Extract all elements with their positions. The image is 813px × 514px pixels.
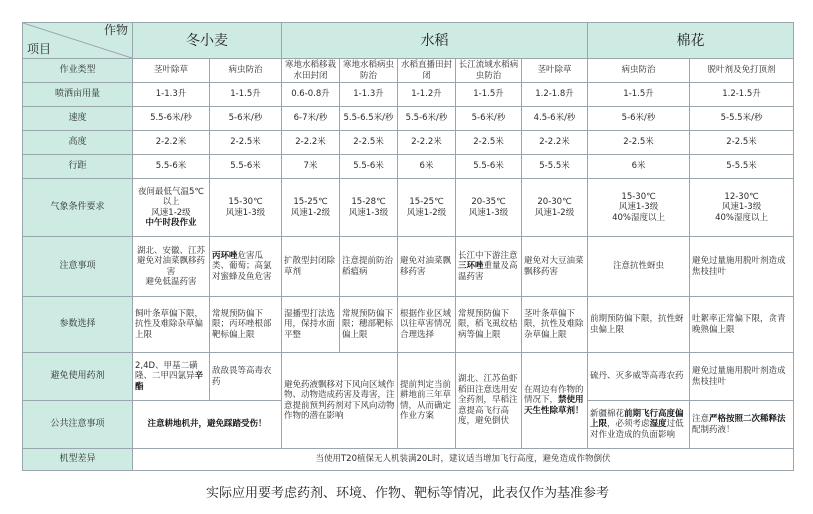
cell: 15-25℃ 风速1-2级 [282,179,340,237]
cell: 7米 [282,155,340,179]
cell: 茎叶除草 [522,59,588,83]
cell: 扩散型封闭除草剂 [282,237,340,297]
cell: 0.6-0.8升 [282,83,340,107]
cell: 2-2.2米 [398,131,456,155]
cell: 5-6米/秒 [456,107,522,131]
row-spacing [23,155,794,179]
cell: 6米 [398,155,456,179]
cell: 常规预防偏下限，稻飞虱纹枯病等偏上限 [456,297,522,353]
header-row [23,23,794,59]
row-label-spacing: 行距 [23,155,133,179]
cell: 2,4D、甲基二磺隆、二甲四氯异辛酯 [133,353,210,401]
cell: 病虫防治 [210,59,282,83]
cell: 常规预防偏下限；丙环唑根部靶标偏上限 [210,297,282,353]
cell: 2-2.5米 [690,131,794,155]
cell: 5-5.5米 [522,155,588,179]
crop-header-rice: 水稻 [282,23,588,59]
row-speed [23,107,794,131]
cell: 15-25℃ 风速1-2级 [398,179,456,237]
cell: 注意提前防治稻瘟病 [340,237,398,297]
cell: 15-28℃ 风速1-3级 [340,179,398,237]
row-label-height: 高度 [23,131,133,155]
row-label-model: 机型差异 [23,449,133,471]
row-dosage [23,83,794,107]
row-label-operation: 作业类型 [23,59,133,83]
cell: 注意耕地机井，避免踩踏受伤！ [133,401,282,449]
cell: 5.5-6米/秒 [133,107,210,131]
cell: 1-1.5升 [210,83,282,107]
corner-item-label: 项目 [27,42,52,56]
cell: 5.5-6米 [210,155,282,179]
spray-parameter-table [22,22,793,471]
row-params [23,297,794,353]
cell: 5-5.5米/秒 [690,107,794,131]
cell: 避免对油菜飘移药害 [398,237,456,297]
row-label-params: 参数选择 [23,297,133,353]
cell: 提前判定当前耕地前三年草情，从而确定作业方案 [398,353,456,449]
cell: 飼叶条草偏下限，抗性及难除杂草偏上限 [133,297,210,353]
cell: 2-2.2米 [522,131,588,155]
cell: 5-6米/秒 [210,107,282,131]
cell: 15-30℃ 风速1-3级 40%湿度以上 [588,179,690,237]
cell: 吐絮率正常偏下限，贪青晚熟偏上限 [690,297,794,353]
row-label-notes: 注意事项 [23,237,133,297]
cell: 5.5-6米 [456,155,522,179]
cell: 5.5-6米/秒 [398,107,456,131]
cell: 前期预防偏下限，抗性蚜虫偏上限 [588,297,690,353]
cell: 1.2-1.8升 [522,83,588,107]
cell: 5.5-6.5米/秒 [340,107,398,131]
cell: 湖北、江苏鱼虾稻田注意选用安全药剂，早稻注意提高飞行高度，避免倒伏 [456,353,522,449]
row-avoid [23,353,794,399]
row-model [23,449,794,471]
cell: 病虫防治 [588,59,690,83]
cell: 常规预防偏下限；穗部靶标偏上限 [340,297,398,353]
cell: 长江中下游注意三环唑重量及高温药害 [456,237,522,297]
cell: 15-30℃ 风速1-3级 [210,179,282,237]
cell: 水稻直播田封闭 [398,59,456,83]
cell: 茎叶除草 [133,59,210,83]
cell: 丙环唑危害瓜类、葡萄；高氯对蜜蜂及鱼危害 [210,237,282,297]
cell: 茎叶条草偏下限，抗性及难除杂草偏上限 [522,297,588,353]
row-operation [23,59,794,83]
cell: 根据作业区域以往草害情况合理选择 [398,297,456,353]
cell: 敌敌畏等高毒农药 [210,353,282,401]
cell: 湖北、安徽、江苏避免对油菜飘移药害 避免低温药害 [133,237,210,297]
cell: 1-1.2升 [398,83,456,107]
cell: 5.5-6米 [133,155,210,179]
row-label-speed: 速度 [23,107,133,131]
corner-header [23,23,133,59]
cell: 注意严格按照二次稀释法配制药液！ [690,401,794,449]
cell: 6-7米/秒 [282,107,340,131]
cell: 12-30℃ 风速1-3级 40%湿度以上 [690,179,794,237]
crop-header-wheat: 冬小麦 [133,23,282,59]
cell: 1-1.5升 [456,83,522,107]
cell: 2-2.5米 [340,131,398,155]
cell: 硫丹、灭多威等高毒农药 [588,353,690,401]
row-label-dosage: 喷洒亩用量 [23,83,133,107]
cell: 5-5.5米 [690,155,794,179]
cell: 在周边有作物的情况下，禁使用天生性除草剂！ [522,353,588,449]
cell: 避免过量施用脱叶剂造成焦枝挂叶 [690,237,794,297]
cell: 4.5-6米/秒 [522,107,588,131]
cell: 6米 [588,155,690,179]
cell: 2-2.5米 [210,131,282,155]
cell: 注意抗性蚜虫 [588,237,690,297]
row-label-public: 公共注意事项 [23,401,133,449]
cell: 1.2-1.5升 [690,83,794,107]
cell: 寒地水稻移栽水田封闭 [282,59,340,83]
cell: 脱叶剂及免打顶剂 [690,59,794,83]
cell: 2-2.5米 [456,131,522,155]
cell: 2-2.2米 [133,131,210,155]
cell: 湿播型打法选用，保持水面平整 [282,297,340,353]
cell: 2-2.2米 [282,131,340,155]
row-label-avoid: 避免使用药剂 [23,353,133,401]
cell: 1-1.5升 [588,83,690,107]
cell: 20-30℃ 风速1-2级 [522,179,588,237]
cell: 避免过量施用脱叶剂造成焦枝挂叶 [690,353,794,401]
model-difference-note: 当使用T20植保无人机装满20L时，建议适当增加飞行高度，避免造成作物倒伏 [133,449,794,471]
cell: 5.5-6米 [340,155,398,179]
row-notes [23,237,794,297]
row-weather [23,179,794,237]
cell: 新疆棉花前期飞行高度偏上限，必须考虑湿度过低对作业造成的负面影响 [588,401,690,449]
cell: 寒地水稻病虫防治 [340,59,398,83]
corner-crop-label: 作物 [103,23,128,37]
row-label-weather: 气象条件要求 [23,179,133,237]
cell: 1-1.3升 [340,83,398,107]
cell: 避免对大豆油菜飘移药害 [522,237,588,297]
cell: 1-1.3升 [133,83,210,107]
cell: 20-35℃ 风速1-3级 [456,179,522,237]
crop-header-cotton: 棉花 [588,23,794,59]
footer-note: 实际应用要考虑药剂、环境、作物、靶标等情况，此表仅作为基准参考 [205,486,609,501]
cell: 夜间最低气温5℃以上 风速1-2级 中午时段作业 [133,179,210,237]
cell: 2-2.5米 [588,131,690,155]
row-height [23,131,794,155]
cell: 避免药液飘移对下风向区域作物、动物造成药害及毒害，注意提前预判药剂对下风向动物作物的潜在影响 [282,353,398,449]
cell: 长江流域水稻病虫防治 [456,59,522,83]
cell: 5-6米/秒 [588,107,690,131]
